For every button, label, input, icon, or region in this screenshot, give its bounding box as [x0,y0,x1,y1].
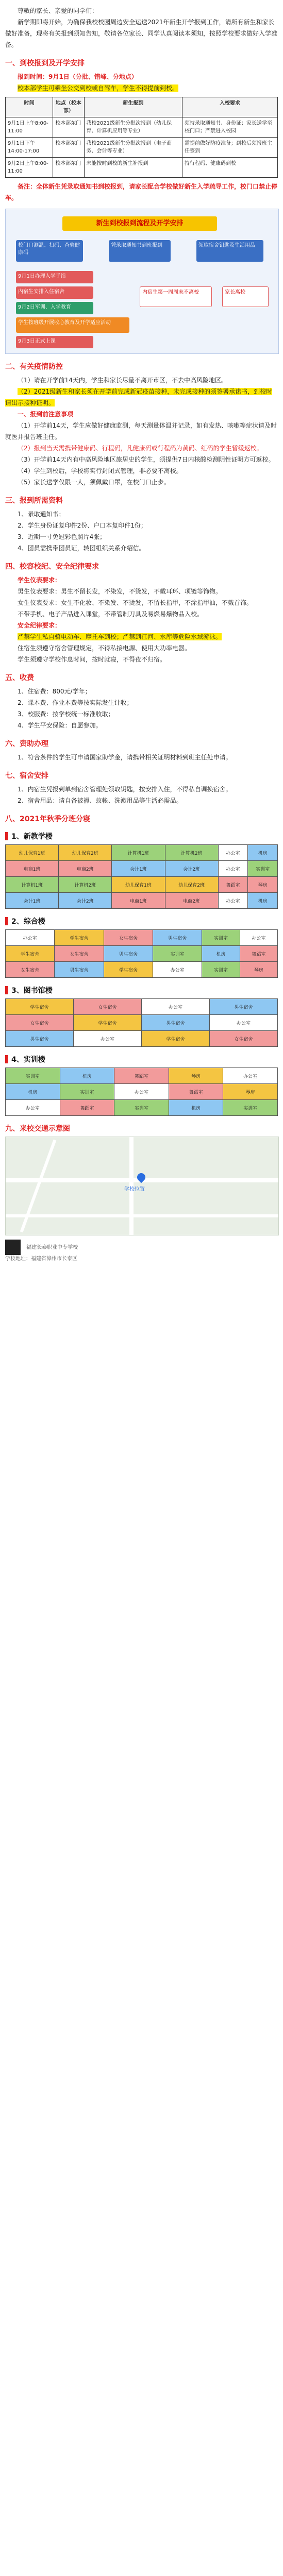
room-cell: 学生宿舍 [142,1031,210,1047]
room-cell: 舞蹈室 [169,1084,223,1100]
schedule-cell: 我校2021级新生分批次报到（幼儿保育、计算机应用等专业） [84,117,182,138]
room-cell: 会计2班 [59,893,112,909]
room-cell: 实训室 [223,1100,278,1116]
room-cell: 办公室 [210,1015,278,1031]
room-cell: 电商1班 [112,893,165,909]
room-cell: 琴房 [169,1068,223,1084]
schedule-cell: 需提前做好防疫准备；到校后须报班主任签到 [182,138,277,158]
room-cell: 会计1班 [6,893,59,909]
room-cell: 舞蹈室 [240,946,277,962]
room-cell: 男生宿舍 [153,930,202,946]
map-label: 学校位置 [124,1187,145,1192]
building-grid [5,844,278,909]
notice-page [0,5,283,1263]
schedule-cell: 持行程码、健康码到校 [182,158,277,178]
flow-step: 内宿生第一周周末不离校 [140,286,212,307]
building-grid [5,998,278,1047]
room-cell: 办公室 [74,1031,142,1047]
schedule-cell: 9月1日下午14:00-17:00 [6,138,53,158]
room-cell: 会计1班 [112,861,165,877]
paragraph: 4、学生平安保险：自愿参加。 [18,722,102,729]
room-cell: 办公室 [6,930,55,946]
flow-step: 校门口测温、扫码、查验健康码 [16,240,83,262]
paragraph: （1）请在开学前14天内，学生和家长尽量不离开市区，不去中高风险地区。 [18,377,227,384]
room-cell: 男生宿舍 [104,946,153,962]
section-9-title: 九、来校交通示意图 [5,1125,70,1133]
room-cell: 办公室 [142,999,210,1015]
room-cell: 机房 [248,845,278,861]
room-cell: 学生宿舍 [74,1015,142,1031]
paragraph: （4）学生到校后，学校将实行封闭式管理，非必要不离校。 [18,467,182,474]
section-8-title: 八、2021年秋季分班分寝 [5,815,90,823]
room-cell: 办公室 [223,1068,278,1084]
room-cell: 女生宿舍 [210,1031,278,1047]
transport-map [5,1137,279,1235]
room-cell: 学生宿舍 [6,946,55,962]
flow-step: 9月1日办理入学手续 [16,271,93,283]
room-cell: 学生宿舍 [6,999,74,1015]
flow-title: 新生到校报到流程及开学安排 [62,216,217,231]
schedule-note [5,181,278,204]
paragraph: 不带手机、电子产品进入课堂，不带管制刀具及易燃易爆物品入校。 [18,611,204,618]
room-cell: 女生宿舍 [74,999,142,1015]
bar-icon [5,986,8,994]
flow-step: 9月3日正式上课 [16,336,93,348]
room-cell: 学生宿舍 [104,962,153,978]
room-cell: 机房 [169,1100,223,1116]
schedule-table [5,97,278,178]
flow-step: 9月2日军训、入学教育 [16,302,93,314]
paragraph [5,631,278,642]
transport-note-text: 校本部学生可乘坐公交到校或自驾车，学生不得提前到校。 [18,84,179,92]
building-title [5,985,278,995]
greeting: 尊敬的家长、亲爱的同学们： [18,7,98,14]
paragraph [5,443,278,454]
section-6-title: 六、资助办理 [5,740,48,748]
room-cell: 办公室 [114,1084,169,1100]
room-cell: 女生宿舍 [55,946,104,962]
room-cell: 女生宿舍 [104,930,153,946]
room-cell: 机房 [6,1084,60,1100]
room-cell: 办公室 [218,893,248,909]
section-3-title: 三、报到所需资料 [5,497,63,505]
section-1-title: 一、到校报到及开学安排 [5,59,85,67]
schedule-header: 地点（校本部） [53,97,84,117]
map-road [6,1214,278,1217]
paragraph: 住宿生须遵守宿舍管理规定，不得私接电源、使用大功率电器。 [18,645,191,652]
room-cell: 男生宿舍 [6,1031,74,1047]
footer-address: 学校地址：福建省漳州市长泰区 [5,1256,77,1262]
building-title-text: 3、图书馆楼 [11,987,53,995]
paragraph [5,386,278,409]
section-4-title: 四、校容校纪、安全纪律要求 [5,563,99,571]
room-cell: 幼儿保育2班 [59,845,112,861]
highlight-text: 严禁学生私自骑电动车、摩托车到校；严禁到江河、水库等危险水域游泳。 [18,633,222,640]
room-cell: 办公室 [240,930,277,946]
intro-text: 新学期即将开始，为确保我校校园周边安全运送2021年新生开学报到工作，请所有新生和家长做好准备，现将有关报到须知告知，敬请各位家长、同学认真阅读本须知，按照学校要求做好入学准备。 [5,19,278,48]
room-cell: 办公室 [153,962,202,978]
room-cell: 办公室 [6,1100,60,1116]
red-text: （2）报到当天需携带健康码、行程码，凡健康码或行程码为黄码、红码的学生暂缓返校。 [18,445,263,452]
report-time: 报到时间：9月1日（分批、错峰、分地点） [18,73,138,80]
schedule-cell: 校本部东门 [53,138,84,158]
paragraph: 男生仪表要求：男生不留长发，不染发，不烫发，不戴耳环、项链等饰物。 [18,588,222,595]
schedule-cell: 校本部东门 [53,117,84,138]
schedule-header: 新生报到 [84,97,182,117]
paragraph: 学生仪表要求： [18,577,61,584]
room-cell: 男生宿舍 [210,999,278,1015]
building-title [5,1054,278,1064]
room-cell: 办公室 [218,845,248,861]
room-cell: 琴房 [240,962,277,978]
table-row [6,117,278,138]
flow-step: 领取宿舍钥匙及生活用品 [196,240,263,262]
room-cell: 实训室 [248,861,278,877]
room-cell: 实训室 [60,1084,114,1100]
room-cell: 女生宿舍 [6,1015,74,1031]
building-title-text: 2、综合楼 [11,918,45,926]
paragraph: 2、宿舍用品：请自备被褥、蚊帐、洗漱用品等生活必需品。 [18,797,182,804]
building-title [5,831,278,841]
paragraph: 2、学生身份证复印件2份、户口本复印件1份； [18,522,147,529]
paragraph: 1、住宿费：800元/学年； [18,688,91,695]
schedule-cell: 未能按时到校的新生补报到 [84,158,182,178]
room-cell: 学生宿舍 [55,930,104,946]
room-cell: 实训室 [114,1100,169,1116]
building-title [5,916,278,926]
map-road [20,1140,57,1233]
paragraph: 1、符合条件的学生可申请国家助学金，请携带相关证明材料到班主任处申请。 [18,754,232,761]
room-cell: 幼儿保育2班 [165,877,218,893]
room-cell: 幼儿保育1班 [112,877,165,893]
table-row [6,138,278,158]
schedule-header: 入校要求 [182,97,277,117]
paragraph: 安全纪律要求： [18,622,61,629]
paragraph: 3、校服费：按学校统一标准收取； [18,710,114,718]
paragraph: 学生须遵守学校作息时间，按时就寝，不得夜不归宿。 [18,656,167,663]
room-cell: 幼儿保育1班 [6,845,59,861]
room-cell: 电商2班 [165,893,218,909]
flow-step: 凭录取通知书到班报到 [109,240,171,262]
room-cell: 琴房 [223,1084,278,1100]
building-title-text: 1、新教学楼 [11,833,53,841]
room-cell: 女生宿舍 [6,962,55,978]
schedule-cell: 9月1日上午8:00-11:00 [6,117,53,138]
transport-note [5,82,278,94]
schedule-cell: 9月2日上午8:00-11:00 [6,158,53,178]
building-title-text: 4、实训楼 [11,1056,45,1064]
paragraph: （5）家长送学仅限一人，须佩戴口罩，在校门口止步。 [18,479,170,486]
room-cell: 舞蹈室 [60,1100,114,1116]
section-2-title: 二、有关疫情防控 [5,363,63,371]
room-cell: 机房 [248,893,278,909]
paragraph: 3、近期一寸免冠彩色照片4张； [18,533,106,540]
paragraph: （1）开学前14天，学生应做好健康监测，每天测量体温并记录，如有发热、咳嗽等症状请及时就医并报告班主任。 [5,422,277,440]
paragraph: 4、团员需携带团员证，转团组织关系介绍信。 [18,545,145,552]
room-cell: 男生宿舍 [142,1015,210,1031]
room-cell: 计算机1班 [6,877,59,893]
footer-school: 福建长泰职业中专学校 [26,1245,78,1250]
paragraph: 1、内宿生凭报到单到宿舍管理处领取钥匙，按安排入住，不得私自调换宿舍。 [18,786,232,793]
paragraph: 女生仪表要求：女生不化妆、不染发、不烫发，不留长指甲，不涂指甲油，不戴首饰。 [18,599,253,606]
flow-step: 学生按班级开展收心教育及开学适应活动 [16,317,129,333]
paragraph: 2、课本费、作业本费等按实际发生计收； [18,699,133,706]
room-cell: 实训室 [202,962,240,978]
room-cell: 电商2班 [59,861,112,877]
room-cell: 电商1班 [6,861,59,877]
room-cell: 计算机2班 [165,845,218,861]
room-cell: 实训室 [6,1068,60,1084]
schedule-cell: 我校2021级新生分批次报到（电子商务、会计等专业） [84,138,182,158]
table-row [6,158,278,178]
room-cell: 机房 [202,946,240,962]
room-cell: 舞蹈室 [218,877,248,893]
schedule-header: 时间 [6,97,53,117]
bar-icon [5,832,8,840]
schedule-cell: 校本部东门 [53,158,84,178]
room-cell: 办公室 [218,861,248,877]
highlight-text: （2）2021级新生和家长须在开学前完成新冠疫苗接种，未完成接种的须签署承诺书，到校时请出示接种证明。 [5,388,273,406]
room-cell: 舞蹈室 [114,1068,169,1084]
room-cell: 实训室 [202,930,240,946]
paragraph: 一、报到前注意事项 [18,411,74,418]
section-5-title: 五、收费 [5,674,34,682]
bar-icon [5,1055,8,1063]
schedule-note-text: 备注：全体新生凭录取通知书到校报到，请家长配合学校做好新生入学疏导工作，校门口禁止停车。 [5,183,278,201]
bar-icon [5,917,8,925]
qr-code-icon [5,1240,21,1255]
room-cell: 琴房 [248,877,278,893]
schedule-cell: 须持录取通知书、身份证；家长送学至校门口；严禁进入校园 [182,117,277,138]
room-cell: 男生宿舍 [55,962,104,978]
flow-step: 家长离校 [222,286,269,307]
footer [5,1240,278,1263]
paragraph: （3）开学前14天内有中高风险地区旅居史的学生，须提供7日内核酸检测阴性证明方可返校。 [18,456,275,463]
section-7-title: 七、宿舍安排 [5,772,48,780]
building-grid [5,1067,278,1116]
room-cell: 计算机1班 [112,845,165,861]
room-cell: 计算机2班 [59,877,112,893]
paragraph: 1、录取通知书； [18,511,65,518]
room-cell: 机房 [60,1068,114,1084]
flow-step: 内宿生安排入住宿舍 [16,286,93,299]
building-grid [5,929,278,978]
flow-diagram [5,209,279,354]
room-cell: 会计2班 [165,861,218,877]
room-cell: 实训室 [153,946,202,962]
